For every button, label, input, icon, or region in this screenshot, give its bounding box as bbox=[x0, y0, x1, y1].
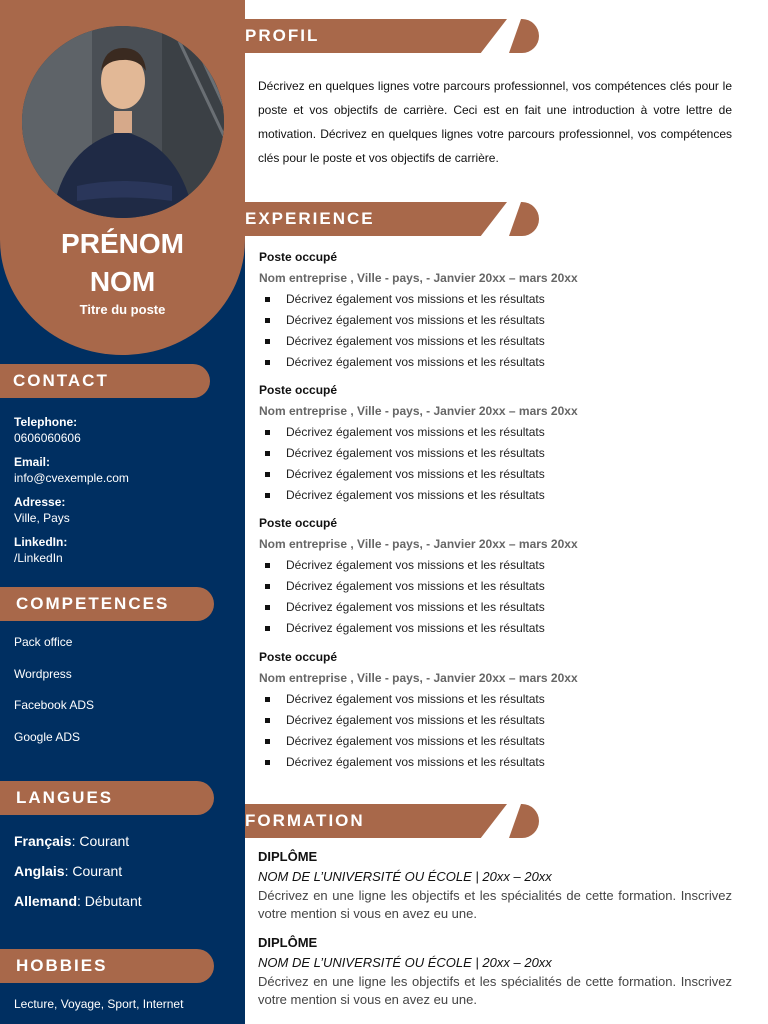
job-entry bbox=[259, 380, 739, 506]
job-bullet: Décrivez également vos missions et les résultats bbox=[259, 731, 739, 752]
competence-item: Pack office bbox=[14, 635, 73, 649]
experience-heading-bar bbox=[245, 202, 540, 236]
education-school: NOM DE L’UNIVERSITÉ OU ÉCOLE | 20xx – 20xx bbox=[258, 955, 552, 970]
contact-address-value: Ville, Pays bbox=[14, 511, 70, 525]
profil-text: Décrivez en quelques lignes votre parcours professionnel, vos compétences clés pour le poste et vos objectifs de carrière. Ceci est en fait une introduction à votre lettre de motivation. Décrivez en quelques lignes votre parcours professionnel, vos compétences clés pour le poste et vos objectifs de carrière. bbox=[258, 79, 732, 165]
contact-heading: CONTACT bbox=[0, 364, 210, 398]
sidebar bbox=[0, 0, 245, 1024]
contact-phone bbox=[14, 414, 81, 446]
hobbies-heading: HOBBIES bbox=[0, 949, 214, 983]
job-title: Poste occupé bbox=[259, 383, 338, 397]
contact-email-label: Email: bbox=[14, 455, 51, 469]
job-bullet: Décrivez également vos missions et les résultats bbox=[259, 289, 739, 310]
job-bullet: Décrivez également vos missions et les résultats bbox=[259, 689, 739, 710]
education-description: Décrivez en une ligne les objectifs et les spécialités de cette formation. Inscrivez votre mention si vous en avez eu une. bbox=[258, 974, 732, 1007]
job-bullet: Décrivez également vos missions et les résultats bbox=[259, 555, 739, 576]
language-name: Français bbox=[14, 833, 72, 849]
job-bullets bbox=[259, 555, 739, 639]
job-bullets bbox=[259, 689, 739, 773]
job-bullet: Décrivez également vos missions et les résultats bbox=[259, 352, 739, 373]
first-name: PRÉNOM bbox=[61, 228, 184, 259]
formation-heading: FORMATION bbox=[245, 811, 365, 830]
job-entry bbox=[259, 247, 739, 373]
job-bullet: Décrivez également vos missions et les résultats bbox=[259, 576, 739, 597]
job-company: Nom entreprise , Ville - pays, - Janvier 20xx – mars 20xx bbox=[259, 671, 578, 685]
contact-address-label: Adresse: bbox=[14, 495, 66, 509]
competence-item: Facebook ADS bbox=[14, 698, 95, 712]
language-level: : Courant bbox=[64, 863, 123, 879]
language-name: Anglais bbox=[14, 863, 65, 879]
competences-heading: COMPETENCES bbox=[0, 587, 214, 621]
job-bullet: Décrivez également vos missions et les résultats bbox=[259, 752, 739, 773]
langues-heading: LANGUES bbox=[0, 781, 214, 815]
job-title: Poste occupé bbox=[259, 650, 338, 664]
contact-linkedin-value: /LinkedIn bbox=[14, 551, 63, 565]
language-item bbox=[14, 833, 129, 849]
job-bullets bbox=[259, 289, 739, 373]
education-degree: DIPLÔME bbox=[258, 935, 318, 950]
full-name bbox=[0, 225, 245, 301]
job-company: Nom entreprise , Ville - pays, - Janvier 20xx – mars 20xx bbox=[259, 537, 578, 551]
contact-email bbox=[14, 454, 129, 486]
language-item bbox=[14, 893, 142, 909]
language-name: Allemand bbox=[14, 893, 78, 909]
job-bullet: Décrivez également vos missions et les résultats bbox=[259, 422, 739, 443]
contact-email-value: info@cvexemple.com bbox=[14, 471, 129, 485]
education-description: Décrivez en une ligne les objectifs et les spécialités de cette formation. Inscrivez votre mention si vous en avez eu une. bbox=[258, 888, 732, 921]
education-entry bbox=[258, 847, 732, 923]
education-degree: DIPLÔME bbox=[258, 849, 318, 864]
job-entry bbox=[259, 647, 739, 773]
job-bullet: Décrivez également vos missions et les résultats bbox=[259, 597, 739, 618]
job-title: Poste occupé bbox=[259, 250, 338, 264]
job-bullet: Décrivez également vos missions et les résultats bbox=[259, 310, 739, 331]
profile-photo-image bbox=[22, 26, 224, 218]
contact-phone-value: 0606060606 bbox=[14, 431, 81, 445]
job-bullet: Décrivez également vos missions et les résultats bbox=[259, 331, 739, 352]
experience-heading: EXPERIENCE bbox=[245, 209, 375, 228]
job-entry bbox=[259, 513, 739, 639]
job-bullets bbox=[259, 422, 739, 506]
language-item bbox=[14, 863, 122, 879]
hobbies-text: Lecture, Voyage, Sport, Internet bbox=[14, 997, 184, 1011]
education-entry bbox=[258, 933, 732, 1009]
profile-photo bbox=[22, 26, 224, 218]
education-school: NOM DE L’UNIVERSITÉ OU ÉCOLE | 20xx – 20xx bbox=[258, 869, 552, 884]
job-company: Nom entreprise , Ville - pays, - Janvier 20xx – mars 20xx bbox=[259, 404, 578, 418]
contact-address bbox=[14, 494, 70, 526]
competence-item: Wordpress bbox=[14, 667, 72, 681]
formation-heading-bar bbox=[245, 804, 540, 838]
contact-phone-label: Telephone: bbox=[14, 415, 78, 429]
contact-linkedin-label: LinkedIn: bbox=[14, 535, 68, 549]
job-bullet: Décrivez également vos missions et les résultats bbox=[259, 710, 739, 731]
job-title: Poste occupé bbox=[259, 516, 338, 530]
job-bullet: Décrivez également vos missions et les résultats bbox=[259, 485, 739, 506]
job-bullet: Décrivez également vos missions et les résultats bbox=[259, 443, 739, 464]
language-level: : Courant bbox=[71, 833, 130, 849]
job-title: Titre du poste bbox=[79, 302, 166, 317]
job-bullet: Décrivez également vos missions et les résultats bbox=[259, 464, 739, 485]
job-bullet: Décrivez également vos missions et les résultats bbox=[259, 618, 739, 639]
last-name: NOM bbox=[89, 266, 156, 297]
job-company: Nom entreprise , Ville - pays, - Janvier 20xx – mars 20xx bbox=[259, 271, 578, 285]
competence-item: Google ADS bbox=[14, 730, 81, 744]
contact-linkedin bbox=[14, 534, 67, 566]
language-level: : Débutant bbox=[77, 893, 142, 909]
profil-heading-bar bbox=[245, 19, 540, 53]
profil-heading: PROFIL bbox=[245, 26, 320, 45]
